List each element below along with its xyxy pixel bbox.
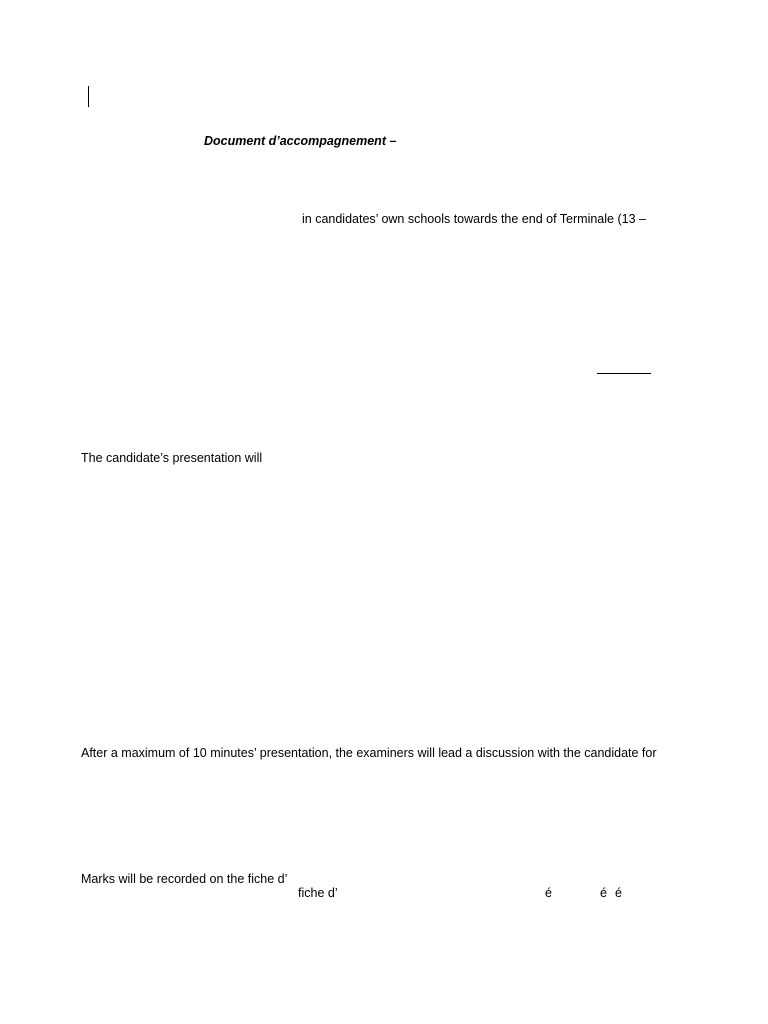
fragment-e-accent: é	[545, 886, 552, 900]
paragraph-discussion: After a maximum of 10 minutes’ presentation, the examiners will lead a discussion with the candidate for	[81, 746, 657, 760]
fragment-e-accent: é	[615, 886, 622, 900]
paragraph-schools: in candidates’ own schools towards the end of Terminale (13 –	[302, 212, 646, 226]
paragraph-presentation: The candidate’s presentation will	[81, 451, 263, 465]
fragment-e-accent: é	[600, 886, 607, 900]
underline-rule	[597, 373, 651, 374]
document-heading: Document d’accompagnement –	[204, 134, 397, 148]
paragraph-marks: Marks will be recorded on the fiche d’	[81, 872, 288, 886]
text-cursor	[88, 86, 89, 107]
fragment-fiche: fiche d’	[298, 886, 338, 900]
